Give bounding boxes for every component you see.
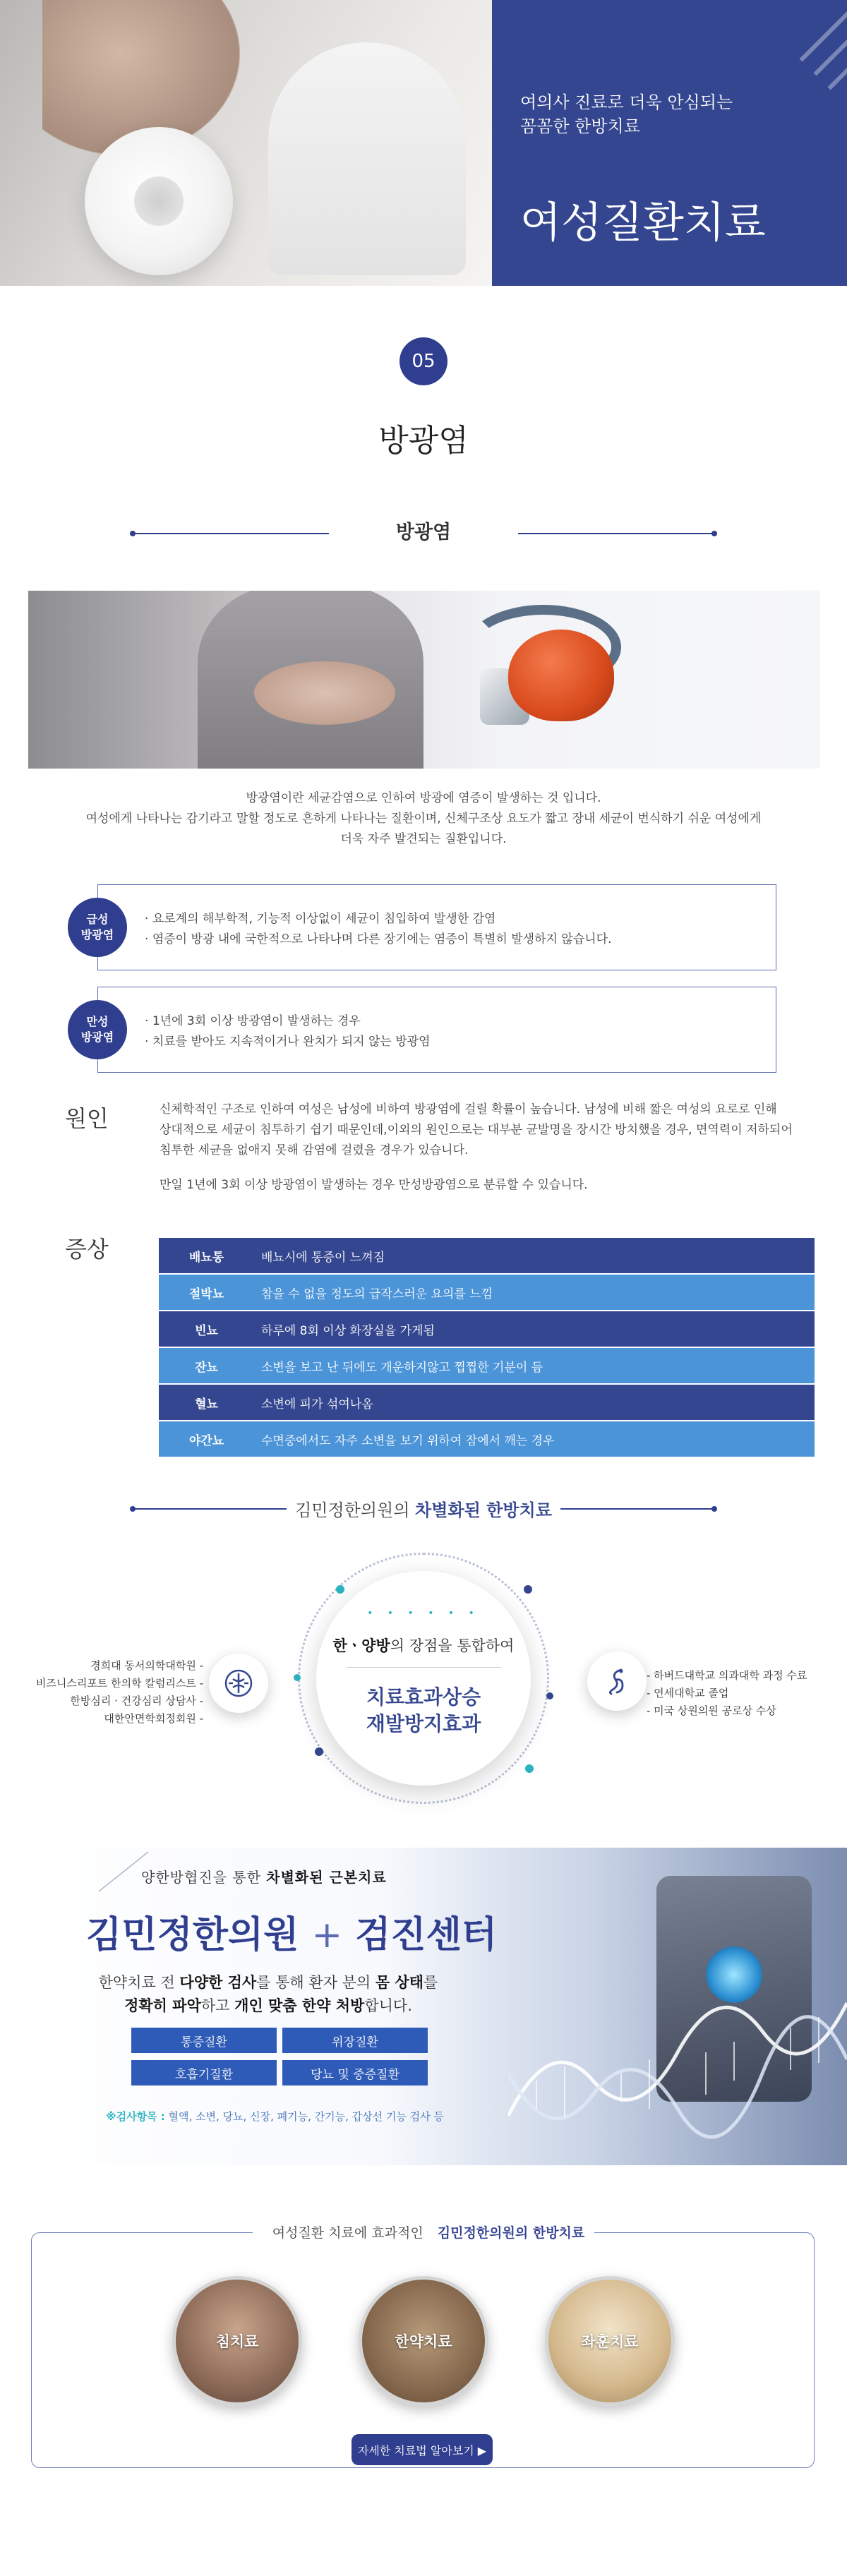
symptom-row <box>159 1311 815 1347</box>
decor-stripe <box>799 0 847 62</box>
cystitis-banner-image <box>28 591 820 769</box>
section-title: 방광염 <box>378 423 469 459</box>
orbit-dot <box>525 1764 534 1773</box>
heading-line <box>518 533 713 534</box>
symptom-table <box>159 1238 815 1458</box>
dna-helix-image <box>508 1975 847 2158</box>
learn-more-button[interactable]: 자세한 치료법 알아보기 ▶ <box>352 2434 493 2465</box>
title-plain: 여성질환 치료에 효과적인 <box>263 2225 438 2241</box>
title-bold: 김민정한의원의 한방치료 <box>437 2225 585 2241</box>
hero-subtitle-line: 여의사 진료로 더욱 안심되는 <box>520 92 733 112</box>
orbit-dot <box>294 1674 301 1681</box>
tag-respiratory: 호흡기질환 <box>131 2060 277 2086</box>
heading-line <box>560 1508 713 1510</box>
intro-line: 방광염이란 세균감염으로 인하여 방광에 염증이 발생하는 것 입니다. <box>246 791 601 805</box>
badge-line: 방광염 <box>80 1030 114 1044</box>
symptom-desc: 참을 수 없을 정도의 급작스러운 요의를 느낌 <box>261 1287 493 1301</box>
doctor-credentials-left <box>14 1657 203 1728</box>
symptom-desc: 하루에 8회 이상 화장실을 가게됨 <box>261 1323 435 1338</box>
center-circle <box>316 1571 531 1786</box>
credential-item: 대한안면학회정회원 - <box>104 1712 203 1725</box>
center-effect-line: 치료효과상승 <box>366 1685 481 1709</box>
subsection-heading <box>0 517 847 543</box>
center-effects <box>316 1684 531 1738</box>
tag-pain: 통증질환 <box>131 2028 277 2053</box>
credential-item: 비즈니스리포트 한의학 칼럼리스트 - <box>35 1677 203 1690</box>
checkup-center: 검진센터 <box>355 1914 498 1956</box>
toilet-image <box>268 42 466 275</box>
heading-dot <box>711 1506 717 1512</box>
symptom-desc: 배뇨시에 통증이 느껴짐 <box>261 1250 385 1265</box>
badge-line: 방광염 <box>80 928 114 941</box>
symptom-desc: 수면중에서도 자주 소변을 보기 위하여 잠에서 깨는 경우 <box>261 1433 555 1448</box>
cause-line: 신체학적인 구조로 인하여 여성은 남성에 비하여 방광염에 걸릴 확률이 높습니다. 남성에 비해 짧은 여성의 요로로 인해 <box>160 1102 777 1117</box>
hero-photo <box>0 0 492 286</box>
symptom-name: 혈뇨 <box>195 1397 218 1412</box>
credential-item: - 하버드대학교 의과대학 과정 수료 <box>647 1669 807 1682</box>
clinic-kicker <box>141 1866 387 1886</box>
type-list-item: · 염증이 방광 내에 국한적으로 나타나며 다른 장기에는 염증이 특별히 발생하지 않습니다. <box>145 929 611 950</box>
therapy-label: 침치료 <box>215 2333 259 2350</box>
subsection-title: 방광염 <box>395 522 452 543</box>
hero-subtitle <box>520 90 733 138</box>
note-text: 혈액, 소변, 당뇨, 신장, 폐기능, 간기능, 갑상선 기능 검사 등 <box>164 2110 444 2123</box>
plus-sign: + <box>311 1914 343 1956</box>
title-plain: 김민정한의원의 <box>295 1500 416 1520</box>
symptom-name: 빈뇨 <box>195 1323 218 1338</box>
intro-text <box>42 788 805 850</box>
type-list <box>145 1011 431 1052</box>
type-list-item: · 치료를 받아도 지속적이거나 완치가 되지 않는 방광염 <box>145 1032 431 1052</box>
hands-image <box>254 661 395 725</box>
toilet-paper-image <box>85 127 233 275</box>
badge-line: 만성 <box>86 1015 109 1028</box>
credential-item: 한방심리 · 건강심리 상담사 - <box>70 1695 203 1707</box>
type-box-acute <box>97 884 776 970</box>
therapy-label: 한약치료 <box>395 2333 452 2350</box>
hero-banner <box>0 0 847 286</box>
cause-line: 상대적으로 세균이 침투하기 쉽기 때문인데,이외의 원인으로는 대부분 균발명을 장시간 방치했을 경우, 면역력이 저하되어 <box>160 1123 793 1137</box>
differentiation-title <box>0 1496 847 1521</box>
center-headline-bold: 한ㆍ양방 <box>332 1637 390 1654</box>
center-divider <box>346 1667 501 1668</box>
symptom-name: 절박뇨 <box>188 1287 224 1301</box>
clinic-description: 한약치료 전 다양한 검사를 통해 환자 분의 몸 상태를 정확히 파악하고 개인 맞춤 한약 처방합니다. <box>98 1974 438 2014</box>
symptom-name: 야간뇨 <box>188 1433 224 1448</box>
acute-badge <box>68 898 127 957</box>
symptom-desc: 소변에 피가 섞여나옴 <box>261 1397 373 1412</box>
tag-stomach: 위장질환 <box>282 2028 428 2053</box>
test-items-note <box>106 2109 444 2124</box>
orbit-dot <box>546 1692 553 1699</box>
symptom-desc: 소변을 보고 난 뒤에도 개운하지않고 찝찝한 기분이 듬 <box>261 1360 543 1375</box>
acupuncture-therapy[interactable] <box>172 2276 302 2406</box>
heading-dot <box>711 531 717 536</box>
center-headline-rest: 의 장점을 통합하여 <box>390 1637 515 1654</box>
symptom-row <box>159 1238 815 1273</box>
cause-text <box>160 1100 816 1196</box>
type-list <box>145 909 611 950</box>
kicker-text: 을 통한 <box>212 1869 267 1886</box>
kicker-text: 양한방협진 <box>141 1869 213 1886</box>
orbit-dot <box>336 1585 344 1594</box>
credential-item: - 연세대학교 졸업 <box>647 1687 729 1699</box>
clinic-title <box>86 1905 497 1958</box>
credential-item: 경희대 동서의학대학원 - <box>90 1659 203 1672</box>
caduceus-icon <box>209 1654 268 1713</box>
symptom-row <box>159 1421 815 1457</box>
cause-label: 원인 <box>65 1105 109 1132</box>
bladder-model-image <box>508 630 614 721</box>
cause-line: 침투한 세균을 없애지 못해 감염에 걸렸을 경우가 있습니다. <box>160 1143 469 1157</box>
note-label: ※검사항목 : <box>106 2110 165 2123</box>
dragon-icon <box>587 1651 647 1711</box>
type-list-item: · 요로계의 해부학적, 기능적 이상없이 세균이 침입하여 발생한 감염 <box>145 909 611 929</box>
chronic-badge <box>68 1000 127 1059</box>
tag-diabetes: 당뇨 및 중증질환 <box>282 2060 428 2086</box>
clinic-name: 김민정한의원 <box>86 1914 299 1956</box>
orbit-dot <box>524 1585 532 1594</box>
hero-panel <box>492 0 847 286</box>
intro-line: 여성에게 나타나는 감기라고 말할 정도로 흔하게 나타나는 질환이며, 신체구조상 요도가 짧고 장내 세균이 번식하기 쉬운 여성에게 <box>85 812 762 826</box>
herbal-therapy[interactable] <box>359 2276 488 2406</box>
doctor-credentials-right <box>647 1667 844 1720</box>
badge-line: 급성 <box>86 913 109 926</box>
center-effect-line: 재발방지효과 <box>366 1712 481 1735</box>
symptom-row <box>159 1275 815 1310</box>
therapy-label: 좌훈치료 <box>581 2333 639 2350</box>
hero-title: 여성질환치료 <box>520 198 766 248</box>
sitz-bath-therapy[interactable] <box>545 2276 675 2406</box>
symptom-row <box>159 1385 815 1420</box>
center-headline <box>316 1635 531 1656</box>
intro-line: 더욱 자주 발견되는 질환입니다. <box>340 832 507 846</box>
title-bold: 차별화된 한방치료 <box>415 1500 552 1520</box>
kicker-bold: 차별화된 근본치료 <box>266 1869 387 1886</box>
differentiation-heading <box>0 1496 847 1520</box>
section-number-badge: 05 <box>400 337 447 385</box>
type-box-chronic <box>97 987 776 1073</box>
orbit-dot <box>315 1747 323 1756</box>
symptom-name: 배뇨통 <box>188 1250 224 1265</box>
symptom-label: 증상 <box>65 1236 109 1263</box>
symptom-name: 잔뇨 <box>195 1360 218 1375</box>
hero-subtitle-line: 꼼꼼한 한방치료 <box>520 116 640 136</box>
type-list-item: · 1년에 3회 이상 방광염이 발생하는 경우 <box>145 1011 431 1032</box>
symptom-row <box>159 1348 815 1383</box>
therapy-box-title <box>0 2222 847 2241</box>
credential-item: - 미국 상원의원 공로상 수상 <box>647 1704 776 1717</box>
center-dots: • • • • • • <box>367 1608 480 1619</box>
cause-line: 만일 1년에 3회 이상 방광염이 발생하는 경우 만성방광염으로 분류할 수 있습니다. <box>160 1178 588 1192</box>
